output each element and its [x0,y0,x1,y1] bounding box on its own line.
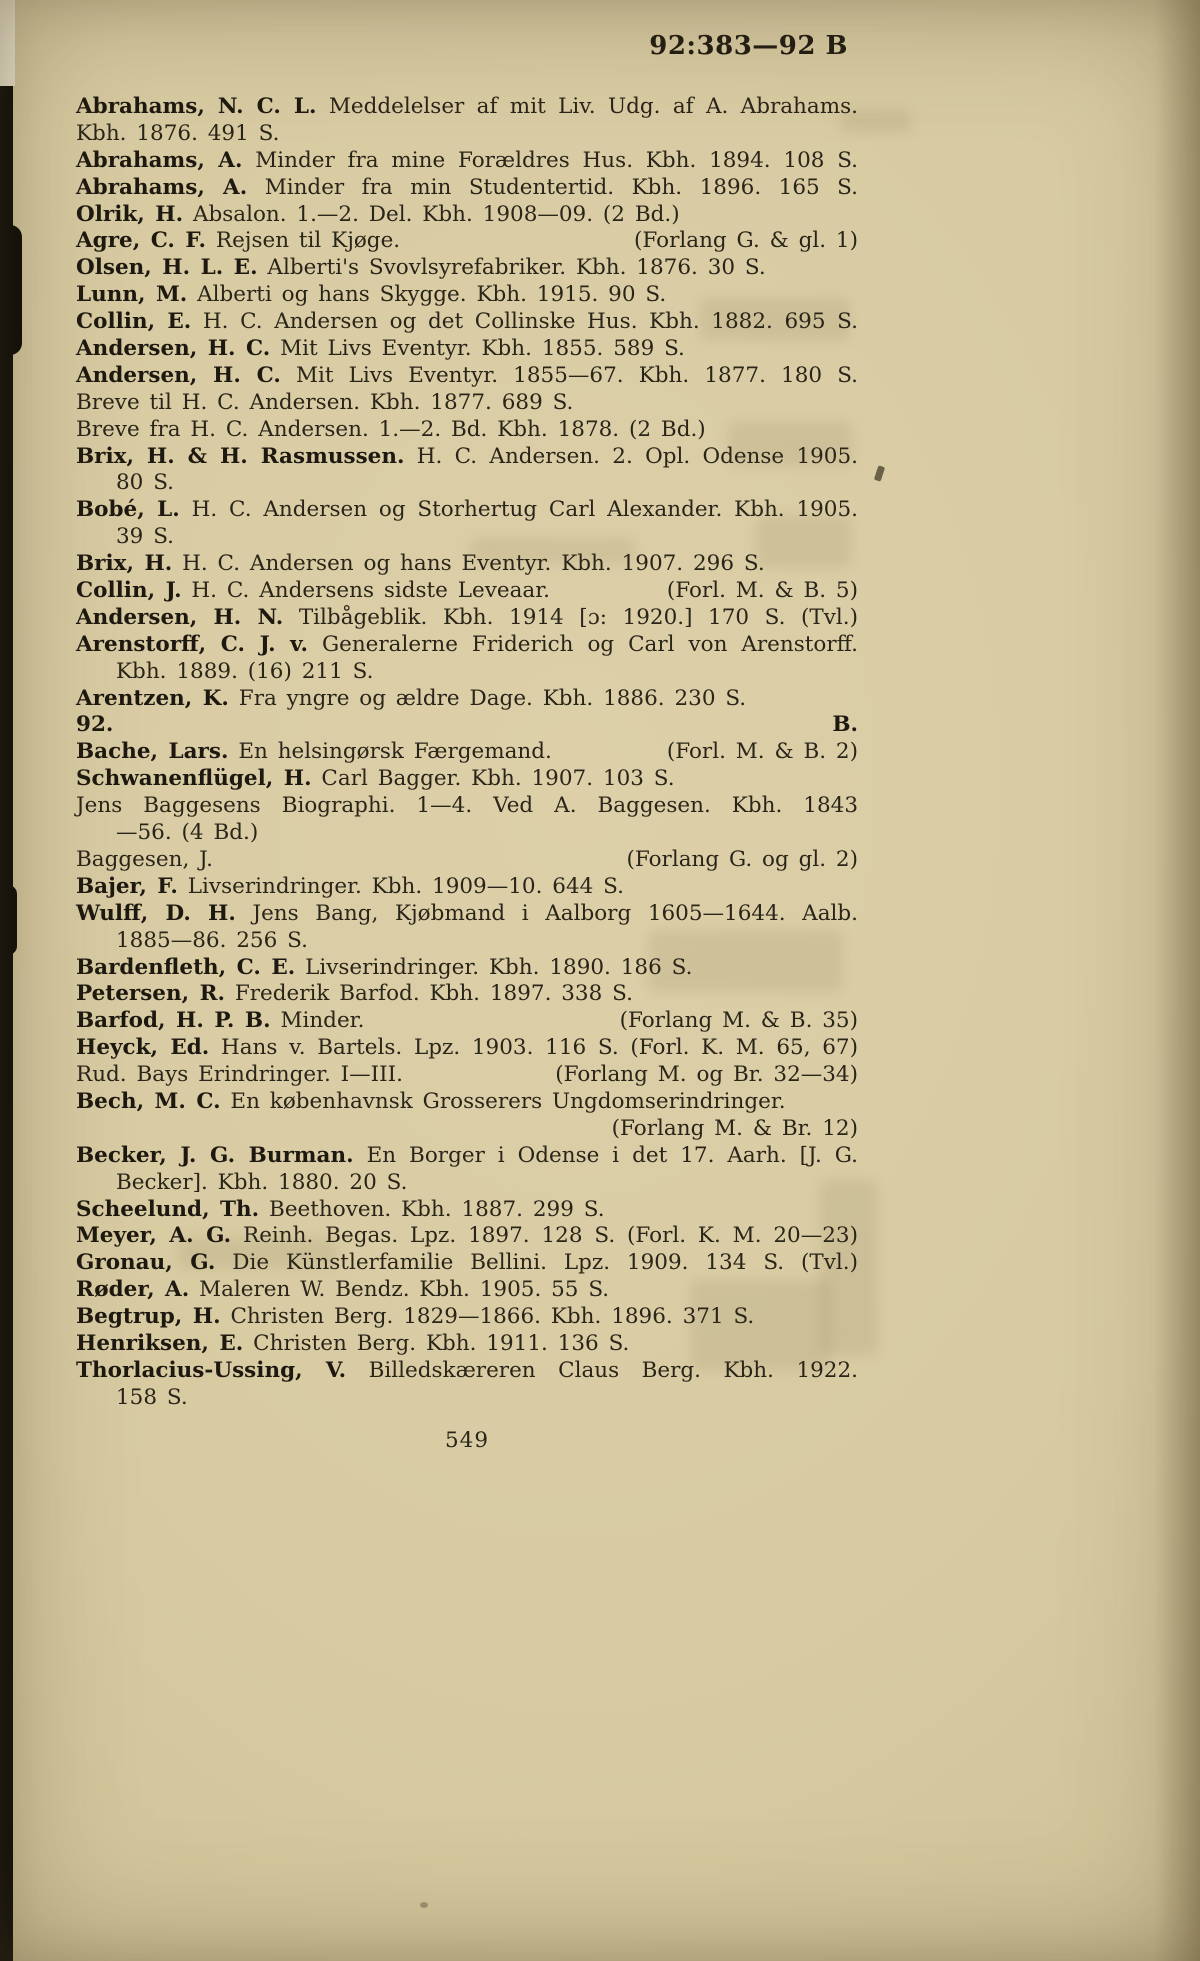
author-name: Barfod, H. P. B. [76,1008,271,1034]
catalog-line [76,659,858,686]
entry-text: Livserindringer. Kbh. 1909—10. 644 S. [187,873,624,899]
entry-left [76,739,552,766]
entry-text: Mit Livs Eventyr. Kbh. 1855. 589 S. [280,336,685,362]
entry-left [116,1385,188,1410]
catalog-line [76,282,858,309]
author-name: Brix, H. [76,551,173,577]
entry-left [76,551,765,576]
entry-text: Alberti og hans Skygge. Kbh. 1915. 90 S. [197,282,667,308]
entry-left [76,444,858,469]
catalog-line [76,175,858,202]
catalog-line [76,551,858,578]
author-name: Bobé, L. [76,497,180,523]
entry-ref-right: (Forl. M. & B. 5) [666,578,858,604]
entry-text: Christen Berg. Kbh. 1911. 136 S. [253,1330,630,1356]
entry-left [116,470,174,495]
entry-left [76,390,573,415]
entry-text: Absalon. 1.—2. Del. Kbh. 1908—09. (2 Bd.) [192,201,680,227]
entry-text: Frederik Barfod. Kbh. 1897. 338 S. [234,981,633,1007]
entry-text: H. C. Andersen og Storhertug Carl Alexander. Kbh. 1905. [191,497,858,523]
entry-text: Carl Bagger. Kbh. 1907. 103 S. [321,766,675,792]
entry-ref-right: (Forlang M. & Br. 12) [611,1115,858,1141]
entry-left [76,1223,858,1248]
entry-left [76,686,746,711]
entry-text: Beethoven. Kbh. 1887. 299 S. [269,1196,605,1222]
catalog-line [76,632,858,659]
catalog-line [76,901,858,928]
scan-edge-blotch [0,225,22,355]
catalog-line [76,497,858,524]
catalog-line [76,955,858,982]
entry-text: Minder fra mine Forældres Hus. Kbh. 1894. 108 S. [255,147,858,173]
header-catalog-ref: 92:383—92 B [649,31,848,61]
author-name: Andersen, H. C. [76,336,271,362]
entry-ref-right: (Forlang M. og Br. 32—34) [555,1062,858,1088]
author-name: Henriksen, E. [76,1330,244,1356]
author-name: Abrahams, A. [76,174,248,200]
section-letter: B. [832,712,858,738]
author-name: Scheelund, Th. [76,1196,260,1222]
catalog-line [76,847,858,874]
entry-text: Generalerne Friderich og Carl von Arenstorff. [321,631,858,657]
author-name: Petersen, R. [76,981,225,1007]
ink-speck [874,465,885,481]
catalog-line [76,712,858,739]
entry-text: En helsingørsk Færgemand. [238,739,552,765]
catalog-line [76,793,858,820]
author-name: Abrahams, A. [76,147,243,173]
entry-left [76,1331,629,1356]
catalog-line [76,874,858,901]
catalog-line [76,417,858,444]
entry-ref-right: (Forl. M. & B. 2) [666,739,858,765]
catalog-line [76,820,858,847]
entry-left [76,1358,858,1383]
entry-left [76,255,766,280]
author-name: Bajer, F. [76,873,178,899]
entry-text: En københavnsk Grosserers Ungdomserindringer. [230,1088,786,1114]
entry-left [76,363,858,388]
entry-text: Kbh. 1876. 491 S. [76,120,280,146]
entry-text: Breve til H. C. Andersen. Kbh. 1877. 689 S. [76,389,574,415]
entry-left [76,282,666,307]
entry-ref-right: (Forlang G. og gl. 2) [626,846,858,872]
catalog-line [76,1035,858,1062]
catalog-line [76,148,858,175]
entry-text: Maleren W. Bendz. Kbh. 1905. 55 S. [199,1277,610,1303]
catalog-line [76,390,858,417]
author-name: Heyck, Ed. [76,1035,210,1061]
entry-text: Baggesen, J. [76,846,213,872]
catalog-line [76,928,858,955]
entry-text: Hans v. Bartels. Lpz. 1903. 116 S. (Forl. K. M. 65, 67) [220,1035,858,1061]
entry-left [76,148,858,173]
entry-text: Tilbågeblik. Kbh. 1914 [ɔ: 1920.] 170 S. (Tvl.) [298,604,858,630]
entry-left [116,928,308,953]
entry-left [76,1143,858,1168]
author-name: Begtrup, H. [76,1304,221,1330]
author-name: Abrahams, N. C. L. [76,94,317,119]
catalog-line [76,981,858,1008]
entry-left [76,417,706,442]
entry-left [76,1035,858,1060]
entry-left [76,1197,605,1222]
author-name: Collin, E. [76,309,192,335]
entry-text: H. C. Andersen og hans Eventyr. Kbh. 1907. 296 S. [182,551,765,577]
entry-text: Fra yngre og ældre Dage. Kbh. 1886. 230 S. [238,685,747,711]
entry-left [116,659,373,684]
entry-left [76,1304,754,1329]
entry-left [76,121,279,146]
entry-text: Die Künstlerfamilie Bellini. Lpz. 1909. 134 S. (Tvl.) [232,1250,858,1276]
entry-text: En Borger i Odense i det 17. Aarh. [J. G. [366,1142,858,1168]
entry-left [116,524,174,549]
catalog-line [76,1116,858,1143]
entry-left [76,228,400,255]
author-name: Andersen, H. C. [76,362,281,388]
catalog-line [76,336,858,363]
author-name: Olsen, H. L. E. [76,255,258,281]
page-number: 549 [444,1428,490,1453]
catalog-line [76,578,858,605]
entry-text: H. C. Andersens sidste Leveaar. [191,578,551,604]
entry-text: Billedskæreren Claus Berg. Kbh. 1922. [368,1357,858,1383]
entry-left [76,793,858,818]
entry-left [76,605,858,630]
entry-left [76,94,858,119]
entry-left [76,1250,858,1275]
entry-left [76,336,685,361]
catalog-line [76,686,858,713]
entry-left [76,955,692,980]
author-name: Andersen, H. N. [76,604,284,630]
entry-left [116,820,258,845]
entry-ref-right: (Forlang M. & B. 35) [619,1008,858,1034]
catalog-line [76,1062,858,1089]
entry-left [76,901,858,926]
entry-text: Minder fra min Studentertid. Kbh. 1896. 165 S. [264,174,858,200]
entry-text: Reinh. Begas. Lpz. 1897. 128 S. (Forl. K. M. 20—23) [243,1223,858,1249]
catalog-line [76,228,858,255]
entry-left [76,981,633,1006]
author-name: 92. [76,712,114,738]
page-gutter-shading [1154,0,1200,1961]
entry-left [76,1008,364,1035]
entry-text: 158 S. [116,1384,188,1410]
catalog-line [76,739,858,766]
author-name: Schwanenflügel, H. [76,766,312,792]
entry-left [76,1062,403,1089]
catalog-line [76,1143,858,1170]
catalog-line [76,1304,858,1331]
catalog-line [76,1331,858,1358]
entry-ref-right [832,712,858,739]
catalog-line [76,363,858,390]
catalog-line [76,1277,858,1304]
author-name: Thorlacius-Ussing, V. [76,1357,347,1383]
scan-edge-strip [0,86,13,1961]
entry-left [76,847,213,874]
entry-left [76,712,113,739]
entry-text: 1885—86. 256 S. [116,927,308,953]
entry-left [76,309,858,334]
entry-text: Rud. Bays Erindringer. I—III. [76,1062,403,1088]
entry-text: H. C. Andersen og det Collinske Hus. Kbh. 1882. 695 S. [202,309,858,335]
catalog-line [76,94,858,121]
catalog-line [76,1008,858,1035]
author-name: Lunn, M. [76,282,188,308]
author-name: Arentzen, K. [76,685,229,711]
author-name: Wulff, D. H. [76,900,236,926]
entry-text: Jens Baggesens Biographi. 1—4. Ved A. Baggesen. Kbh. 1843 [76,793,858,819]
author-name: Bardenfleth, C. E. [76,954,296,980]
catalog-line [76,444,858,471]
entry-text: Mit Livs Eventyr. 1855—67. Kbh. 1877. 180 S. [295,362,858,388]
catalog-line [76,255,858,282]
entry-text: Meddelelser af mit Liv. Udg. af A. Abrahams. [328,94,858,119]
catalog-line [76,1170,858,1197]
entry-left [76,497,858,522]
entry-text: Becker]. Kbh. 1880. 20 S. [116,1169,408,1195]
author-name: Røder, A. [76,1277,190,1303]
entry-left [76,632,858,657]
text-block [76,94,858,1412]
author-name: Becker, J. G. Burman. [76,1142,354,1168]
entry-text: Livserindringer. Kbh. 1890. 186 S. [305,954,693,980]
entry-text: Breve fra H. C. Andersen. 1.—2. Bd. Kbh. 1878. (2 Bd.) [76,416,706,442]
entry-left [76,1089,786,1114]
entry-left [76,874,624,899]
entry-text: Rejsen til Kjøge. [215,228,401,254]
author-name: Meyer, A. G. [76,1223,232,1249]
entry-ref-right: (Forlang G. & gl. 1) [634,228,858,254]
catalog-line [76,202,858,229]
author-name: Agre, C. F. [76,228,207,254]
entry-text: H. C. Andersen. 2. Opl. Odense 1905. [416,443,858,469]
catalog-line [76,309,858,336]
entry-text: Jens Bang, Kjøbmand i Aalborg 1605—1644. Aalb. [252,900,858,926]
ink-speck [420,1902,428,1908]
author-name: Collin, J. [76,578,182,604]
catalog-line [76,1250,858,1277]
entry-text: Minder. [280,1008,365,1034]
entry-text: Kbh. 1889. (16) 211 S. [116,658,374,684]
author-name: Gronau, G. [76,1250,216,1276]
author-name: Arenstorff, C. J. v. [76,631,308,657]
catalog-line [76,1385,858,1412]
entry-text: 80 S. [116,470,174,496]
entry-text: Christen Berg. 1829—1866. Kbh. 1896. 371 S. [230,1304,755,1330]
catalog-line [76,1089,858,1116]
entry-left [76,1277,609,1302]
catalog-line [76,1197,858,1224]
entry-left [76,578,550,605]
catalog-line [76,470,858,497]
entry-text: 39 S. [116,524,174,550]
entry-left [76,766,675,791]
author-name: Bech, M. C. [76,1088,221,1114]
catalog-line [76,1223,858,1250]
entry-left [76,202,680,227]
author-name: Brix, H. & H. Rasmussen. [76,443,405,469]
entry-left [76,175,858,200]
catalog-line [76,766,858,793]
catalog-line [76,1358,858,1385]
author-name: Olrik, H. [76,201,184,227]
author-name: Bache, Lars. [76,739,229,765]
catalog-line [76,524,858,551]
scan-edge-notch [0,0,15,86]
entry-left [116,1170,407,1195]
catalog-line [76,121,858,148]
scan-edge-blotch [0,885,17,955]
entry-text: Alberti's Svovlsyrefabriker. Kbh. 1876. 30 S. [267,255,766,281]
entry-text: —56. (4 Bd.) [116,820,259,846]
catalog-line [76,605,858,632]
